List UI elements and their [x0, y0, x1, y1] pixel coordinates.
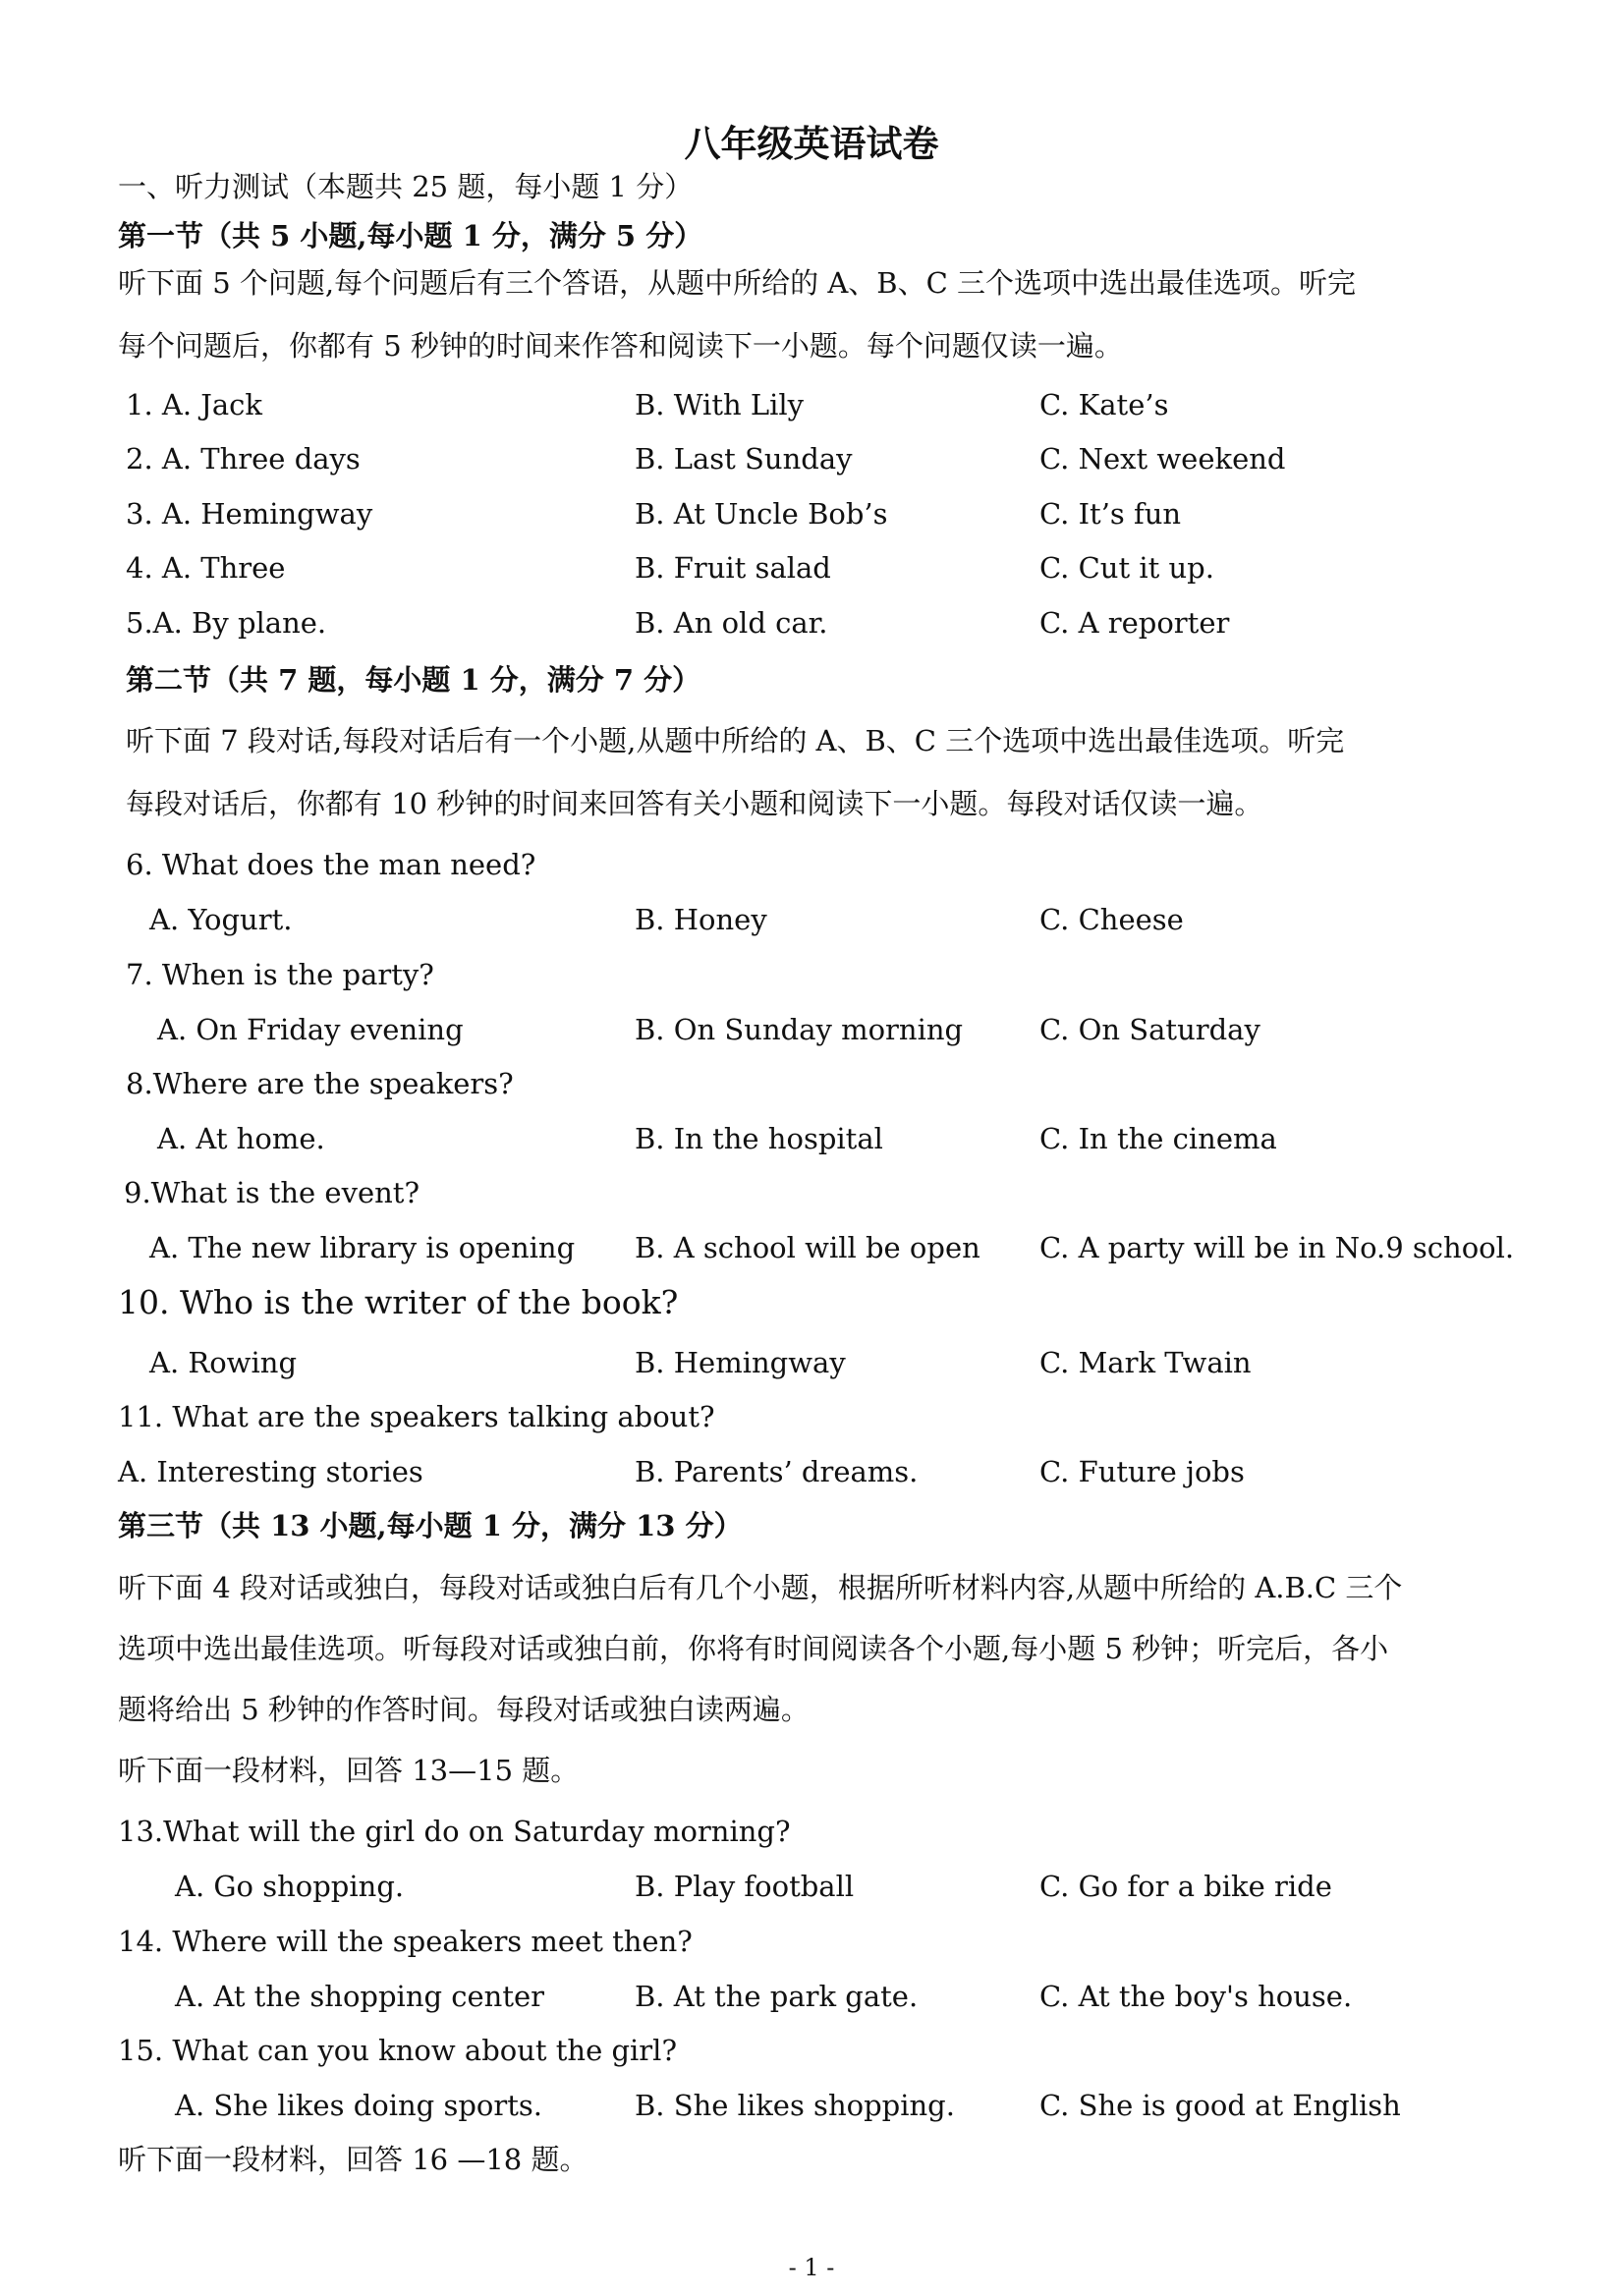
option-b: B. At the park gate.: [635, 1980, 919, 2013]
question-text: 11. What are the speakers talking about?: [118, 1400, 715, 1433]
section3-instruction-line: 听下面 4 段对话或独白，每段对话或独白后有几个小题，根据所听材料内容,从题中所给的 A.B.C 三个: [118, 1571, 1403, 1604]
option-a: A. Go shopping.: [175, 1870, 405, 1903]
option-c: C. In the cinema: [1039, 1122, 1277, 1155]
option-c: C. Cheese: [1039, 903, 1184, 936]
question-text: 13.What will the girl do on Saturday morning?: [118, 1815, 791, 1848]
option-c: C. Next weekend: [1039, 442, 1286, 476]
material-note: 听下面一段材料，回答 13—15 题。: [118, 1754, 580, 1787]
option-b: B. Fruit salad: [635, 551, 831, 585]
option-b: B. At Uncle Bob’s: [635, 497, 888, 531]
section1-instruction-line: 每个问题后，你都有 5 秒钟的时间来作答和阅读下一小题。每个问题仅读一遍。: [118, 329, 1123, 363]
section2-instruction-line: 每段对话后，你都有 10 秒钟的时间来回答有关小题和阅读下一小题。每段对话仅读一遍。: [126, 787, 1263, 820]
question-text: 7. When is the party?: [126, 958, 434, 991]
option-b: B. Hemingway: [635, 1346, 846, 1379]
option-c: C. It’s fun: [1039, 497, 1182, 531]
question-text: 6. What does the man need?: [126, 848, 536, 881]
section2-instruction-line: 听下面 7 段对话,每段对话后有一个小题,从题中所给的 A、B、C 三个选项中选出最佳选项。听完: [126, 724, 1345, 757]
question-text: 8.Where are the speakers?: [126, 1067, 514, 1100]
option-b: B. A school will be open: [635, 1231, 980, 1264]
option-a: 1. A. Jack: [126, 388, 262, 421]
option-b: B. She likes shopping.: [635, 2089, 955, 2122]
option-b: B. With Lily: [635, 388, 805, 421]
question-text: 15. What can you know about the girl?: [118, 2034, 677, 2067]
part1-heading: 一、听力测试（本题共 25 题，每小题 1 分）: [118, 170, 694, 203]
section3-instruction-line: 选项中选出最佳选项。听每段对话或独白前，你将有时间阅读各个小题,每小题 5 秒钟；听完后，各小: [118, 1632, 1389, 1665]
option-b: B. On Sunday morning: [635, 1013, 964, 1046]
section3-heading: 第三节（共 13 小题,每小题 1 分，满分 13 分）: [118, 1509, 743, 1542]
question-text: 10. Who is the writer of the book?: [118, 1283, 679, 1321]
option-b: B. Honey: [635, 903, 767, 936]
page-number: - 1 -: [788, 2254, 835, 2281]
option-c: C. Cut it up.: [1039, 551, 1214, 585]
section2-heading: 第二节（共 7 题，每小题 1 分，满分 7 分）: [126, 663, 701, 697]
page-title: 八年级英语试卷: [684, 122, 939, 165]
option-a: A. Yogurt.: [149, 903, 293, 936]
option-b: B. Last Sunday: [635, 442, 853, 476]
option-a: A. Rowing: [149, 1346, 298, 1379]
option-c: C. A reporter: [1039, 606, 1230, 640]
option-a: A. On Friday evening: [157, 1013, 464, 1046]
option-a: A. At the shopping center: [175, 1980, 545, 2013]
option-a: A. She likes doing sports.: [175, 2089, 542, 2122]
section1-heading: 第一节（共 5 小题,每小题 1 分，满分 5 分）: [118, 219, 703, 252]
option-a: A. Interesting stories: [118, 1455, 423, 1488]
option-a: 5.A. By plane.: [126, 606, 327, 640]
option-a: 2. A. Three days: [126, 442, 361, 476]
option-a: 4. A. Three: [126, 551, 286, 585]
option-a: A. The new library is opening: [149, 1231, 576, 1264]
question-text: 14. Where will the speakers meet then?: [118, 1925, 693, 1958]
section1-instruction-line: 听下面 5 个问题,每个问题后有三个答语，从题中所给的 A、B、C 三个选项中选出最佳选项。听完: [118, 266, 1356, 300]
option-b: B. Play football: [635, 1870, 855, 1903]
option-c: C. A party will be in No.9 school.: [1039, 1231, 1515, 1264]
option-a: 3. A. Hemingway: [126, 497, 373, 531]
option-c: C. Go for a bike ride: [1039, 1870, 1332, 1903]
option-b: B. In the hospital: [635, 1122, 883, 1155]
option-a: A. At home.: [157, 1122, 325, 1155]
option-c: C. Mark Twain: [1039, 1346, 1252, 1379]
option-c: C. Future jobs: [1039, 1455, 1245, 1488]
option-c: C. Kate’s: [1039, 388, 1169, 421]
section3-instruction-line: 题将给出 5 秒钟的作答时间。每段对话或独白读两遍。: [118, 1693, 810, 1726]
option-b: B. Parents’ dreams.: [635, 1455, 919, 1488]
option-b: B. An old car.: [635, 606, 828, 640]
option-c: C. She is good at English: [1039, 2089, 1401, 2122]
option-c: C. On Saturday: [1039, 1013, 1260, 1046]
question-text: 9.What is the event?: [124, 1176, 420, 1209]
option-c: C. At the boy's house.: [1039, 1980, 1353, 2013]
material-note: 听下面一段材料，回答 16 —18 题。: [118, 2143, 588, 2176]
